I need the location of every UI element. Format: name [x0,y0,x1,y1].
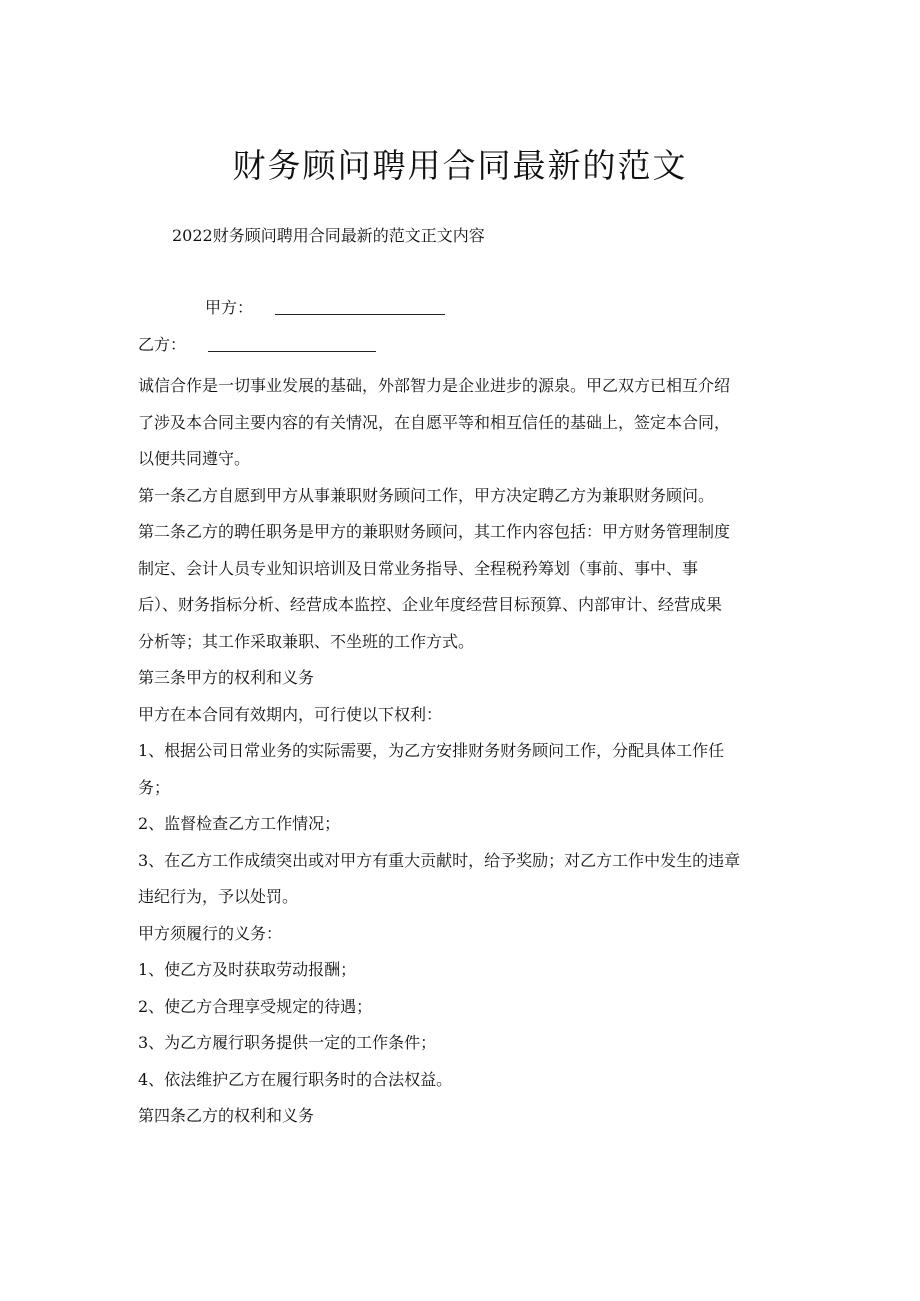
party-a-row [205,296,445,320]
list-item: 1、根据公司日常业务的实际需要，为乙方安排财务财务顾问工作，分配具体工作任 [138,741,725,760]
body-line: 后）、财务指标分析、经营成本监控、企业年度经营目标预算、内部审计、经营成果 [138,595,723,614]
body-line: 了涉及本合同主要内容的有关情况，在自愿平等和相互信任的基础上，签定本合同， [138,412,731,432]
list-item: 4、依法维护乙方在履行职务时的合法权益。 [138,1069,453,1089]
body-line: 务； [138,777,171,797]
list-item: 3、在乙方工作成绩突出或对甲方有重大贡献时，给予奖励；对乙方工作中发生的违章 [138,850,741,870]
body-line: 甲方在本合同有效期内，可行使以下权利： [138,704,443,724]
list-item: 2、监督检查乙方工作情况； [138,814,341,833]
party-b-row [138,333,376,357]
party-b-label: 乙方： [138,335,187,354]
body-line: 甲方须履行的义务： [138,923,283,943]
document-title: 财务顾问聘用合同最新的范文 [232,146,688,185]
body-line: 分析等；其工作采取兼职、不坐班的工作方式。 [138,631,475,651]
section-heading: 第四条乙方的权利和义务 [138,1106,315,1125]
party-a-label: 甲方： [205,298,254,317]
body-line: 第二条乙方的聘任职务是甲方的兼职财务顾问，其工作内容包括：甲方财务管理制度 [138,522,731,541]
body-line: 第一条乙方自愿到甲方从事兼职财务顾问工作，甲方决定聘乙方为兼职财务顾问。 [138,485,715,505]
section-heading: 第三条甲方的权利和义务 [138,668,315,687]
body-line: 诚信合作是一切事业发展的基础，外部智力是企业进步的源泉。甲乙双方已相互介绍 [138,376,731,395]
document-subtitle: 2022财务顾问聘用合同最新的范文正文内容 [172,226,485,245]
list-item: 1、使乙方及时获取劳动报酬； [138,960,357,979]
contract-body [138,368,788,1135]
body-line: 以便共同遵守。 [138,449,251,468]
party-a-blank [275,313,445,315]
list-item: 2、使乙方合理享受规定的待遇； [138,996,373,1016]
body-line: 违纪行为，予以处罚。 [138,887,299,906]
party-b-blank [208,350,376,352]
list-item: 3、为乙方履行职务提供一定的工作条件； [138,1033,437,1052]
body-line: 制定、会计人员专业知识培训及日常业务指导、全程税矜筹划（事前、事中、事 [138,558,699,578]
